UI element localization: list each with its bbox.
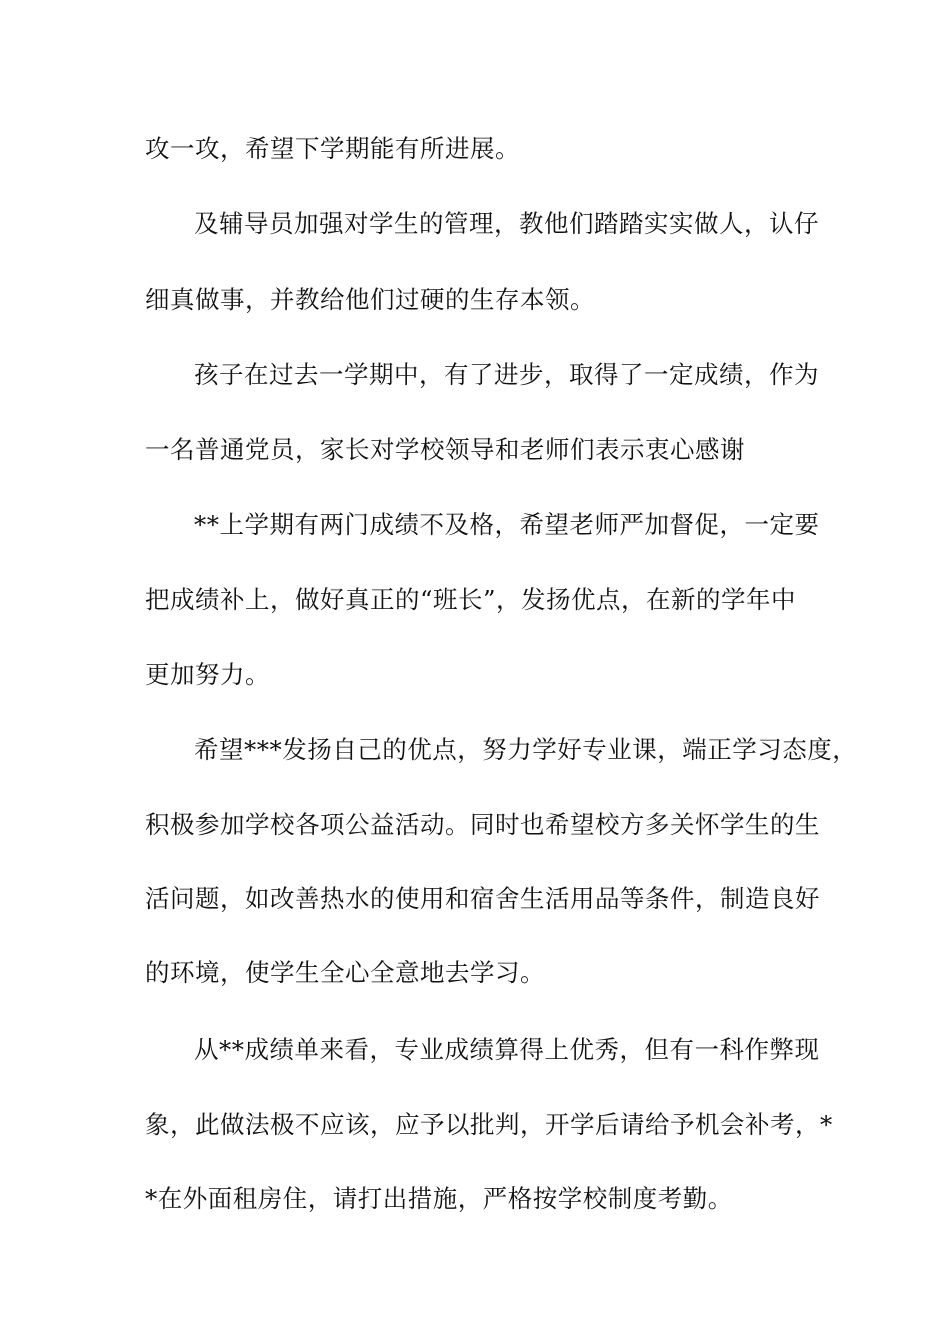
text-line-14: 象，此做法极不应该，应予以批判，开学后请给予机会补考，* <box>145 1110 833 1139</box>
text-line-7: 把成绩补上，做好真正的“班长”，发扬优点，在新的学年中 <box>145 585 797 614</box>
text-line-9: 希望***发扬自己的优点，努力学好专业课，端正学习态度， <box>194 735 858 764</box>
text-line-5: 一名普通党员，家长对学校领导和老师们表示衷心感谢 <box>145 435 745 464</box>
text-line-15: *在外面租房住，请打出措施，严格按学校制度考勤。 <box>145 1184 733 1213</box>
text-line-2: 及辅导员加强对学生的管理，教他们踏踏实实做人，认仔 <box>194 209 819 238</box>
text-line-11: 活问题，如改善热水的使用和宿舍生活用品等条件，制造良好 <box>145 884 820 913</box>
text-line-8: 更加努力。 <box>145 660 270 689</box>
text-line-13: 从**成绩单来看，专业成绩算得上优秀，但有一科作弊现 <box>194 1035 820 1064</box>
text-line-1: 攻一攻，希望下学期能有所进展。 <box>145 134 520 163</box>
text-line-6: **上学期有两门成绩不及格，希望老师严加督促，一定要 <box>194 510 820 539</box>
text-line-12: 的环境，使学生全心全意地去学习。 <box>145 958 545 987</box>
text-line-4: 孩子在过去一学期中，有了进步，取得了一定成绩，作为 <box>194 360 819 389</box>
text-line-3: 细真做事，并教给他们过硬的生存本领。 <box>145 285 595 314</box>
text-line-10: 积极参加学校各项公益活动。同时也希望校方多关怀学生的生 <box>145 810 820 839</box>
